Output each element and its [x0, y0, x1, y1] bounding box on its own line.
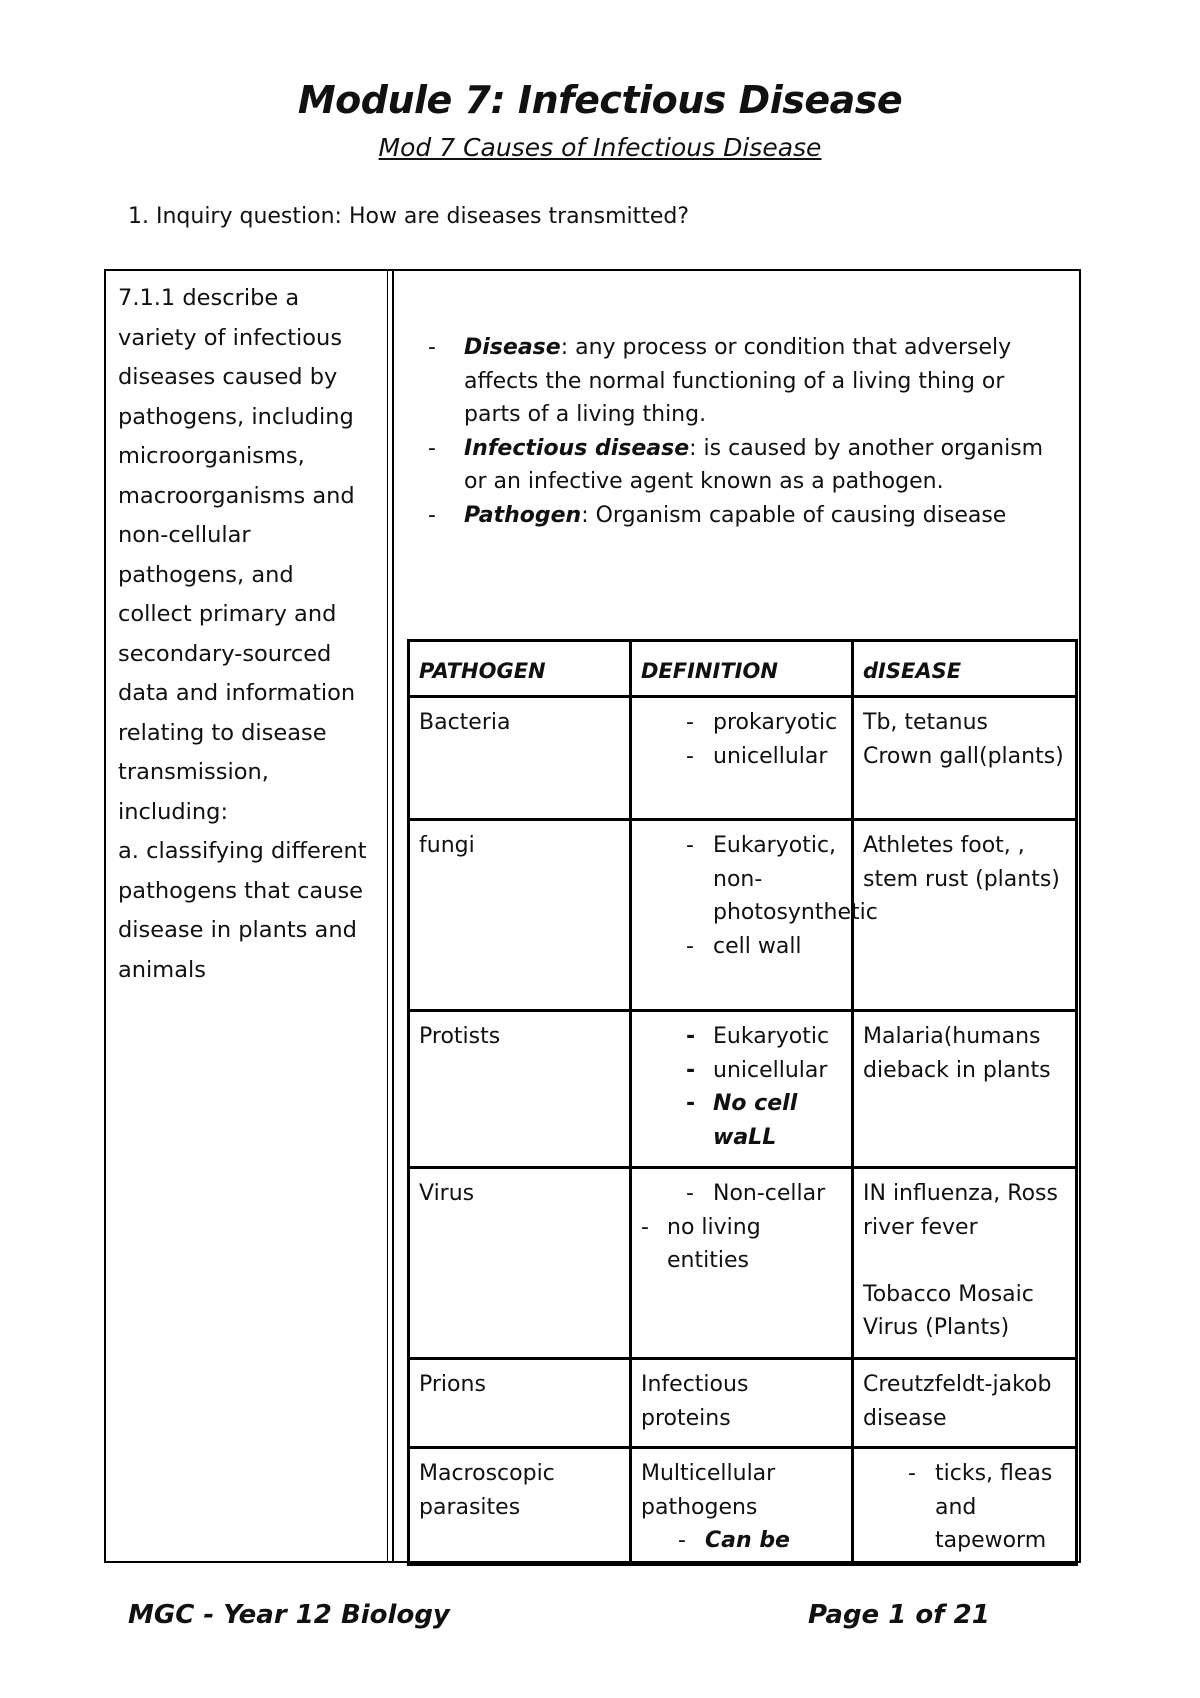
dash-marker: - — [428, 502, 436, 528]
definition-point-text: No cell waLL — [713, 1091, 798, 1150]
definition-cell — [631, 820, 878, 1011]
definition-point — [641, 1054, 843, 1088]
definition-point — [641, 1211, 843, 1278]
table-row — [409, 1011, 1077, 1168]
dash-marker: - — [908, 1461, 916, 1486]
page-title: Module 7: Infectious Disease — [297, 78, 903, 122]
definition-item — [428, 499, 1058, 533]
dash-marker: - — [428, 335, 436, 360]
table-header-row — [409, 641, 1077, 697]
definition-point-text: no living entities — [667, 1214, 761, 1273]
definition-point — [641, 706, 843, 740]
definition-term: Disease — [464, 335, 561, 360]
definition-point — [633, 1524, 843, 1558]
definition-cell — [631, 1448, 853, 1565]
dash-marker: - — [686, 710, 694, 735]
page-subtitle: Mod 7 Causes of Infectious Disease — [378, 133, 822, 162]
definition-cell: Infectious proteins — [631, 1359, 853, 1448]
dash-marker: - — [641, 1214, 649, 1240]
syllabus-text: 7.1.1 describe a variety of infectious diseases caused by pathogens, including microorganisms, macroorganisms and non-cellular pathogens, and collect primary and secondary-sourced data and information relating to disease transmission, including: a. classifying different pathogens that cause disease in plants and animals — [118, 285, 367, 983]
definition-point — [641, 1087, 843, 1154]
dash-marker: - — [686, 1181, 694, 1206]
table-row — [409, 1168, 1077, 1359]
definition-point-text: Non-cellar — [713, 1181, 826, 1206]
pathogen-table — [407, 639, 1078, 1566]
disease-cell: IN influenza, Ross river fever Tobacco Mosaic Virus (Plants) — [853, 1168, 1077, 1359]
definition-text: : any process or condition that adversely affects the normal functioning of a living thing or parts of a living thing. — [464, 335, 1012, 427]
definition-point-text: Eukaryotic — [713, 1024, 830, 1049]
pathogen-cell: Prions — [409, 1359, 631, 1448]
footer-course: MGC - Year 12 Biology — [128, 1600, 450, 1630]
inquiry-question: 1. Inquiry question: How are diseases transmitted? — [128, 204, 690, 229]
disease-cell: Creutzfeldt-jakob disease — [853, 1359, 1077, 1448]
table-row — [409, 697, 1077, 820]
definition-term: Infectious disease — [464, 435, 690, 461]
definition-item — [428, 432, 1058, 499]
pathogen-cell: Macroscopic parasites — [409, 1448, 631, 1565]
definitions-list — [428, 331, 1058, 532]
disease-cell: Tb, tetanus Crown gall(plants) — [853, 697, 1077, 820]
dash-marker: - — [686, 1057, 696, 1083]
definition-point-text: Eukaryotic, non-photosynthetic — [713, 833, 878, 925]
dash-marker: - — [686, 1024, 696, 1049]
pathogen-cell: fungi — [409, 820, 631, 1011]
pathogen-cell: Protists — [409, 1011, 631, 1168]
definition-point-text: unicellular — [713, 1057, 828, 1083]
definition-text: : Organism capable of causing disease — [581, 502, 1007, 528]
definition-term: Pathogen — [464, 502, 582, 528]
definition-cell — [631, 1011, 853, 1168]
dash-marker: - — [686, 833, 694, 858]
disease-cell — [853, 1448, 1077, 1565]
header-definition: DEFINITION — [631, 641, 853, 697]
footer-page-number: Page 1 of 21 — [808, 1600, 990, 1630]
definition-point — [641, 740, 843, 774]
disease-cell: Athletes foot, , stem rust (plants) — [853, 820, 1077, 1011]
definition-point-text: prokaryotic — [713, 710, 838, 735]
dash-marker: - — [428, 435, 436, 461]
definition-text: Multicellular pathogens — [641, 1461, 776, 1520]
dash-marker: - — [678, 1528, 686, 1553]
header-disease: dISEASE — [853, 641, 1077, 697]
definition-cell — [631, 697, 853, 820]
definition-point — [641, 829, 878, 930]
definition-text: : is caused by another organism or an infective agent known as a pathogen. — [464, 435, 1044, 494]
table-row — [409, 1359, 1077, 1448]
definition-point-text: cell wall — [713, 933, 802, 959]
pathogen-cell: Virus — [409, 1168, 631, 1359]
pathogen-cell: Bacteria — [409, 697, 631, 820]
definition-item — [428, 331, 1058, 432]
dash-marker: - — [686, 1091, 696, 1116]
definition-point-text: Can be — [705, 1528, 790, 1553]
syllabus-column — [106, 271, 394, 1561]
table-row — [409, 820, 1077, 1011]
disease-point-text: ticks, fleas and tapeworm — [935, 1461, 1053, 1553]
definition-point-text: unicellular — [713, 743, 828, 769]
dash-marker: - — [686, 743, 694, 769]
content-table — [104, 269, 1081, 1563]
definition-cell — [631, 1168, 853, 1359]
definition-point — [641, 1177, 843, 1211]
table-row — [409, 1448, 1077, 1565]
header-pathogen: PATHOGEN — [409, 641, 631, 697]
disease-point — [863, 1457, 1067, 1558]
dash-marker: - — [686, 933, 694, 959]
definition-point — [641, 1020, 843, 1054]
definition-point — [641, 930, 843, 964]
disease-cell: Malaria(humans dieback in plants — [853, 1011, 1077, 1168]
